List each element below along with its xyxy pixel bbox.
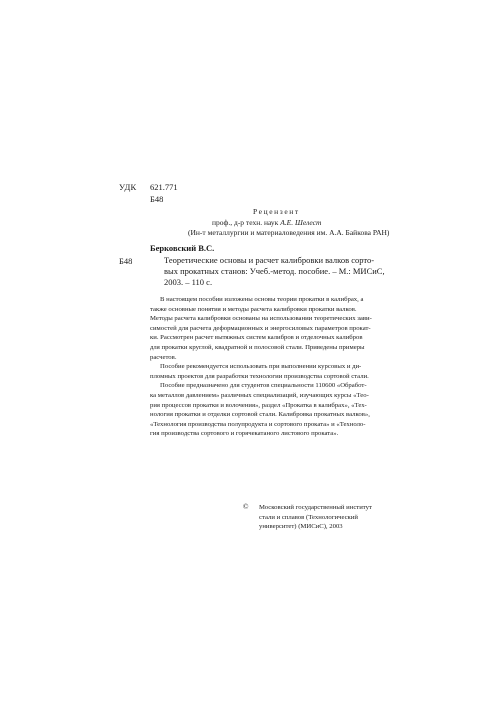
abstract-line: гия производства сортового и горячекатаного листового проката». <box>150 430 339 438</box>
abstract-line: симостей для расчета деформационных и энергосиловых параметров прокат- <box>150 324 371 332</box>
reviewer-heading: Рецензент <box>253 207 300 216</box>
book-title <box>164 255 388 289</box>
copyright-symbol: © <box>243 503 249 511</box>
reviewer-name: А.Е. Шелест <box>280 218 322 227</box>
reviewer-organization: (Ин-т металлургии и материаловедения им. А.А. Байкова РАН) <box>188 228 390 237</box>
abstract <box>150 295 390 439</box>
abstract-line: ки. Рассмотрен расчет вытяжных систем калибров и отделочных калибров <box>150 334 363 342</box>
bbk-code: Б48 <box>150 194 164 204</box>
book-author: Берковский В.С. <box>150 243 215 253</box>
udk-code: 621.771 <box>150 182 178 192</box>
abstract-line: расчетов. <box>150 353 177 361</box>
title-line: Теоретические основы и расчет калибровки валков сорто- <box>164 255 375 265</box>
reviewer-name-line <box>212 218 321 227</box>
copyright-text <box>259 503 399 532</box>
copyright-line: университет) (МИСиС), 2003 <box>259 523 343 531</box>
copyright-line: Московский государственный институт <box>259 504 372 511</box>
abstract-line: Пособие рекомендуется использовать при выполнении курсовых и ди- <box>160 363 362 371</box>
book-mark: Б48 <box>119 256 133 266</box>
title-line: 2003. – 110 с. <box>164 277 213 288</box>
abstract-line: «Технология производства полупродукта и сортового проката» и «Техноло- <box>150 420 366 428</box>
abstract-line: В настоящем пособии изложены основы теории прокатки в калибрах, а <box>160 296 364 303</box>
abstract-line: Методы расчета калибровки основаны на использовании теоретических зави- <box>150 315 372 323</box>
abstract-line: для прокатки круглой, квадратной и полосовой стали. Приведены примеры <box>150 343 365 351</box>
copyright-line: стали и сплавов (Технологический <box>259 513 358 521</box>
abstract-line: ка металлов давлением» различных специализаций, изучающих курсы «Тео- <box>150 391 369 399</box>
abstract-line: рия процессов прокатки и волочения», раздел «Прокатка в калибрах», «Тех- <box>150 401 367 409</box>
udk-label: УДК <box>119 182 137 192</box>
abstract-line: также основные понятия и методы расчета калибровки прокатки валков. <box>150 305 357 313</box>
title-line: вых прокатных станов: Учеб.-метод. пособие. – М.: МИСиС, <box>164 266 385 277</box>
abstract-line: нология прокатки и отделки сортовой стали. Калибровка прокатных валков», <box>150 411 370 419</box>
reviewer-name-prefix: проф., д-р техн. наук <box>212 218 279 227</box>
abstract-line: пломных проектов для разработки технологии производства сортовой стали. <box>150 372 369 380</box>
abstract-line: Пособие предназначено для студентов специальности 110600 «Обработ- <box>160 382 367 390</box>
